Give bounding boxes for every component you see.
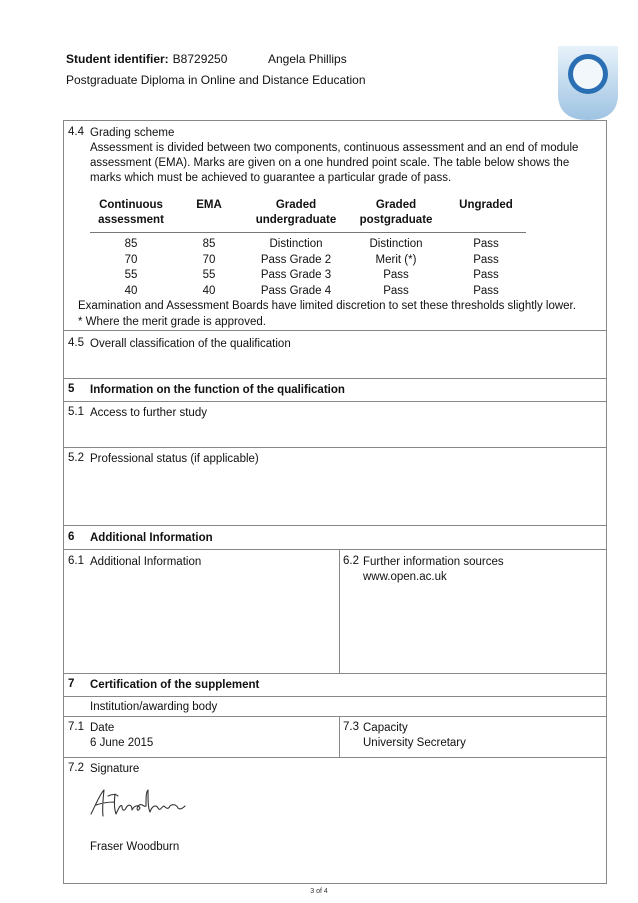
table-row (90, 253, 526, 269)
signature-image (88, 784, 188, 822)
student-id-value: B8729250 (172, 52, 228, 66)
grading-table-header (90, 198, 526, 233)
column-header: Continuous assessment (90, 198, 172, 233)
website-link[interactable]: www.open.ac.uk (363, 571, 447, 583)
supplement-form (63, 120, 607, 884)
table-cell: 55 (202, 269, 216, 281)
section-title: Professional status (if applicable) (90, 453, 259, 465)
section-title: Additional Information (90, 556, 202, 568)
section-title: Capacity (363, 722, 408, 734)
section-title: Institution/awarding body (90, 701, 218, 713)
table-cell: Pass (383, 284, 409, 297)
institution-row (64, 697, 606, 717)
table-cell: Pass (473, 253, 499, 266)
table-cell: Pass Grade 3 (260, 269, 332, 281)
programme-title: Postgraduate Diploma in Online and Distance Education (66, 73, 366, 87)
student-name: Angela Phillips (268, 52, 347, 66)
section-number: 6.1 (68, 555, 84, 567)
section-title: Overall classification of the qualification (90, 338, 291, 350)
section-number: 5.1 (68, 406, 84, 418)
section-6-1-6-2 (64, 550, 606, 674)
section-number: 7.2 (68, 762, 84, 774)
section-number: 5 (68, 383, 75, 395)
section-5-heading (64, 379, 606, 402)
section-title: Date (90, 722, 115, 734)
grading-description: Assessment is divided between two components, continuous assessment and an end of module assessment (EMA). Marks are given on a one hundred point scale. The table below shows the marks which must be achieved to guarantee a particular grade of pass. (90, 142, 579, 184)
section-7-1-7-3 (64, 717, 606, 758)
table-cell: Pass Grade 2 (260, 253, 332, 266)
student-id-label: Student identifier: (66, 52, 169, 66)
table-cell: 70 (202, 253, 216, 266)
column-header: Graded postgraduate (346, 198, 446, 233)
section-5-1 (64, 402, 606, 448)
section-title: Grading scheme (90, 127, 175, 139)
table-cell: Pass (383, 269, 409, 281)
section-title: Signature (90, 763, 140, 775)
table-cell: Distinction (369, 238, 423, 250)
table-cell: 85 (202, 238, 216, 250)
open-university-logo (556, 44, 620, 122)
section-title: Additional Information (90, 532, 213, 544)
table-row (90, 268, 526, 284)
table-cell: Merit (*) (375, 253, 417, 266)
section-7-heading (64, 674, 606, 697)
table-row (90, 284, 526, 300)
student-identifier-line (66, 52, 347, 66)
table-cell: 40 (124, 284, 138, 297)
column-header: EMA (172, 198, 246, 233)
column-header: Graded undergraduate (246, 198, 346, 233)
table-cell: Pass (473, 238, 499, 250)
section-6-heading (64, 526, 606, 550)
table-cell: Pass (473, 284, 499, 297)
threshold-note: Examination and Assessment Boards have limited discretion to set these thresholds slightly lower. (78, 300, 576, 312)
signer-name: Fraser Woodburn (90, 841, 180, 853)
table-cell: 55 (124, 269, 138, 281)
column-header: Ungraded (446, 198, 526, 233)
section-number: 7 (68, 678, 75, 690)
section-number: 7.3 (343, 721, 359, 733)
section-number: 5.2 (68, 452, 84, 464)
column-divider (339, 717, 340, 757)
table-cell: 70 (124, 253, 138, 266)
table-cell: Pass (473, 269, 499, 281)
table-cell: 40 (202, 284, 216, 297)
section-title: Access to further study (90, 407, 207, 419)
section-title: Certification of the supplement (90, 679, 260, 691)
table-cell: Distinction (269, 238, 323, 250)
section-title: Information on the function of the qualification (90, 384, 345, 396)
section-7-2 (64, 758, 606, 885)
section-4-4 (64, 121, 606, 331)
capacity-value: University Secretary (363, 737, 466, 749)
section-5-2 (64, 448, 606, 526)
table-cell: 85 (124, 238, 138, 250)
section-number: 6 (68, 531, 75, 543)
column-divider (339, 550, 340, 673)
section-number: 7.1 (68, 721, 84, 733)
page-number: 3 of 4 (310, 888, 328, 895)
section-4-5 (64, 331, 606, 379)
section-title: Further information sources (363, 556, 504, 568)
table-row (90, 233, 526, 253)
grading-table (90, 198, 526, 299)
section-number: 6.2 (343, 555, 359, 567)
date-value: 6 June 2015 (90, 737, 154, 749)
merit-footnote: * Where the merit grade is approved. (78, 316, 266, 328)
section-number: 4.4 (68, 126, 84, 138)
section-number: 4.5 (68, 337, 84, 349)
table-cell: Pass Grade 4 (260, 284, 332, 297)
